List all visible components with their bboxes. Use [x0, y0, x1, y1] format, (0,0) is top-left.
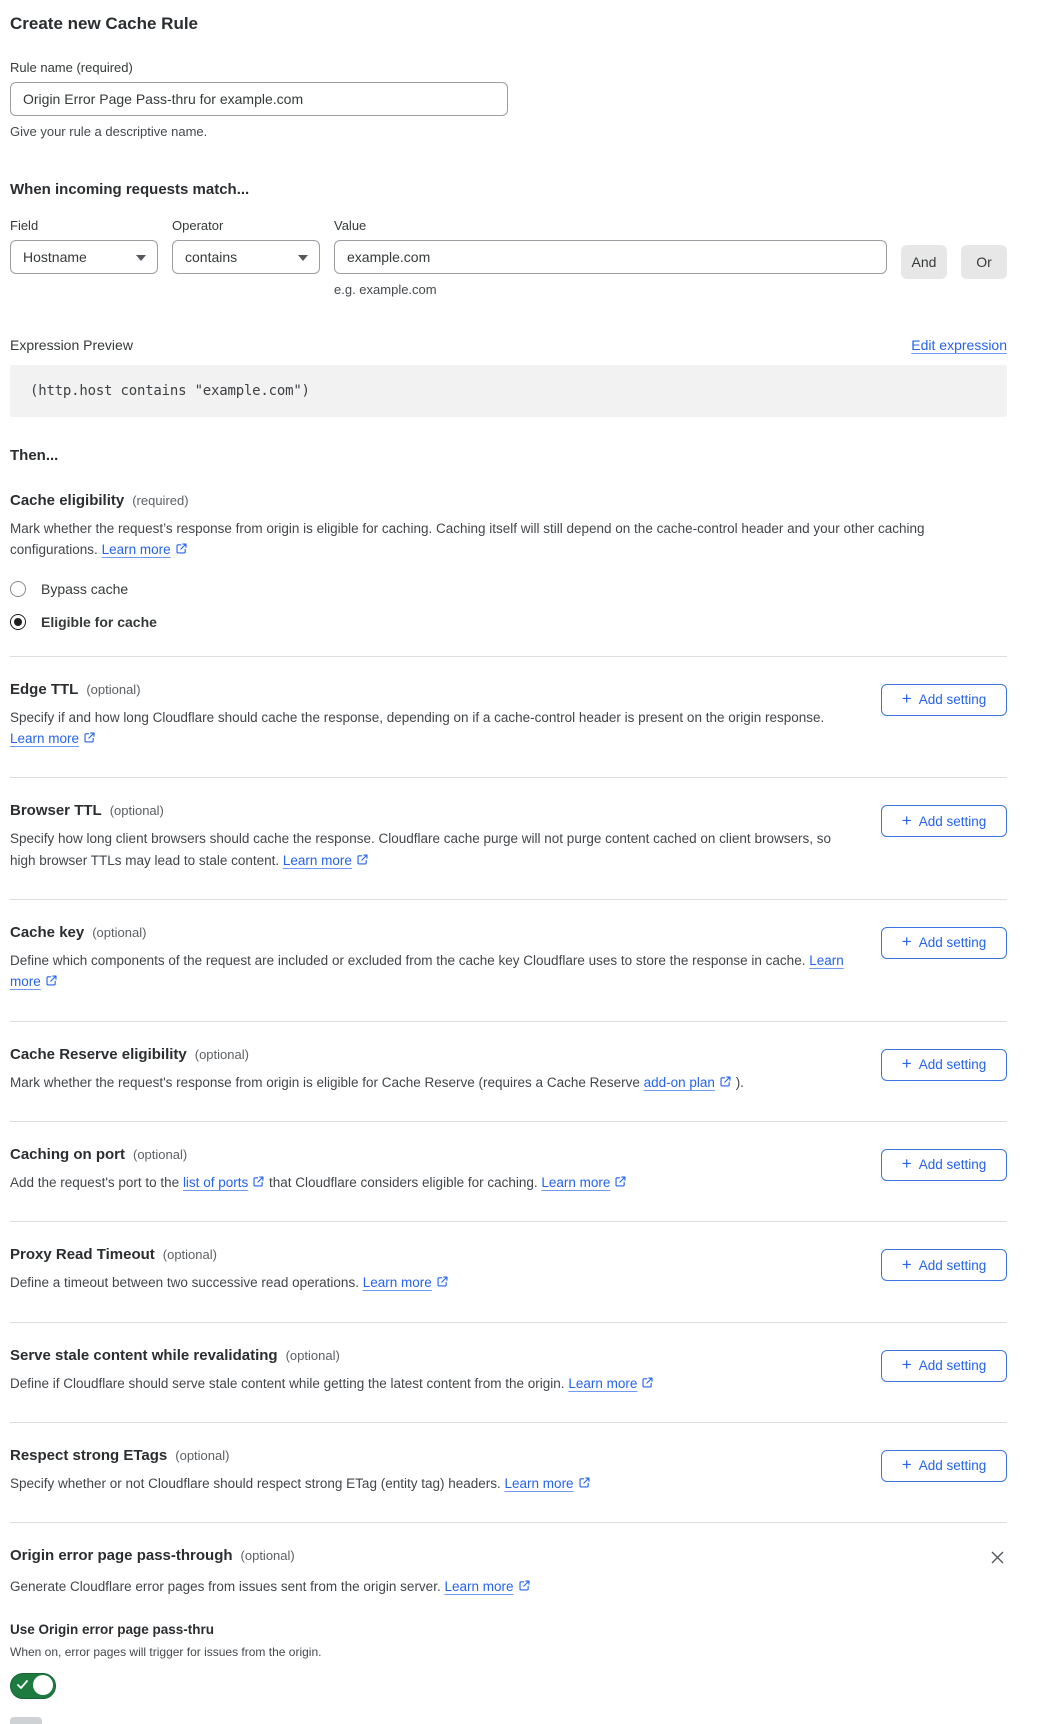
setting-description: Add the request's port to the list of ports that Cloudflare considers eligible for caching. Learn more	[10, 1172, 627, 1193]
learn-more-link[interactable]: Learn more	[541, 1175, 627, 1190]
optional-tag: (optional)	[240, 1548, 295, 1564]
learn-more-link[interactable]: Learn more	[444, 1579, 530, 1594]
add-setting-button-serve-stale-content-while-revalidating[interactable]: + Add setting	[881, 1350, 1007, 1382]
external-link-icon	[83, 731, 96, 744]
optional-tag: (optional)	[285, 1347, 340, 1363]
external-link-icon	[719, 1075, 732, 1088]
origin-toggle-description: When on, error pages will trigger for issues from the origin.	[10, 1644, 322, 1659]
learn-more-link[interactable]: Learn more	[568, 1376, 654, 1391]
optional-tag: (optional)	[162, 1247, 217, 1263]
setting-text	[10, 802, 845, 871]
field-label: Field	[10, 218, 39, 233]
cache-eligibility-title-row	[10, 492, 1007, 509]
field-select[interactable]	[10, 240, 158, 274]
external-link-icon	[614, 1175, 627, 1188]
edit-expression-link[interactable]: Edit expression	[911, 337, 1007, 353]
setting-title: Caching on port	[10, 1145, 125, 1163]
external-link-icon	[641, 1376, 654, 1389]
optional-tag: (optional)	[86, 681, 141, 697]
add-setting-button-caching-on-port[interactable]: + Add setting	[881, 1149, 1007, 1181]
cache-eligibility-title: Cache eligibility	[10, 492, 125, 509]
page-title: Create new Cache Rule	[10, 14, 199, 33]
setting-text	[10, 1246, 449, 1293]
rule-name-group	[10, 60, 1007, 139]
plus-icon: +	[901, 1254, 912, 1274]
rule-name-input[interactable]	[10, 82, 508, 116]
setting-title: Respect strong ETags	[10, 1446, 168, 1464]
match-condition-row	[10, 218, 1007, 297]
radio-icon-selected	[10, 614, 26, 630]
origin-error-page-section	[10, 1522, 1007, 1723]
required-tag: (required)	[132, 493, 189, 508]
setting-section-caching-on-port	[10, 1121, 1007, 1221]
value-group	[334, 218, 887, 297]
field-group	[10, 218, 158, 274]
setting-title: Cache key	[10, 923, 85, 941]
setting-section-edge-ttl	[10, 656, 1007, 778]
and-button[interactable]: And	[901, 245, 947, 279]
origin-section-title: Origin error page pass-through	[10, 1547, 233, 1565]
setting-title: Cache Reserve eligibility	[10, 1045, 187, 1063]
operator-select[interactable]	[172, 240, 320, 274]
then-heading: Then...	[10, 447, 59, 464]
or-button[interactable]: Or	[961, 245, 1007, 279]
setting-description: Define which components of the request are included or excluded from the cache key Cloudflare uses to store the response in cache. Learn more	[10, 952, 844, 990]
list-of-ports-link[interactable]: list of ports	[183, 1175, 265, 1190]
value-input[interactable]	[334, 240, 887, 274]
chevron-down-icon	[298, 255, 308, 261]
setting-description: Define if Cloudflare should serve stale content while getting the latest content from the origin. Learn more	[10, 1373, 654, 1394]
add-setting-button-respect-strong-etags[interactable]: + Add setting	[881, 1450, 1007, 1482]
setting-section-serve-stale-content-while-revalidating	[10, 1322, 1007, 1422]
external-link-icon	[518, 1579, 531, 1592]
rule-name-label: Rule name (required)	[10, 60, 133, 75]
origin-section-description: Generate Cloudflare error pages from issues sent from the origin server. Learn more	[10, 1576, 1007, 1597]
plus-icon: +	[901, 1355, 912, 1375]
setting-section-cache-key	[10, 899, 1007, 1021]
radio-label: Bypass cache	[41, 580, 129, 597]
learn-more-link[interactable]: Learn more	[505, 1476, 591, 1491]
add-setting-button-edge-ttl[interactable]: + Add setting	[881, 684, 1007, 716]
setting-title: Proxy Read Timeout	[10, 1246, 155, 1264]
check-icon	[17, 1680, 28, 1690]
expression-preview-row	[10, 337, 1007, 353]
setting-description: Specify whether or not Cloudflare should respect strong ETag (entity tag) headers. Learn more	[10, 1473, 591, 1494]
setting-title: Browser TTL	[10, 802, 102, 820]
radio-icon	[10, 581, 26, 597]
plus-icon: +	[901, 810, 912, 830]
radio-bypass-cache[interactable]	[10, 581, 1007, 597]
add-on-plan-link[interactable]: add-on plan	[644, 1075, 732, 1090]
plus-icon: +	[901, 689, 912, 709]
operator-select-value: contains	[185, 249, 238, 265]
rule-name-helper: Give your rule a descriptive name.	[10, 124, 208, 139]
setting-text	[10, 681, 845, 750]
cache-eligibility-options	[10, 581, 1007, 630]
field-select-value: Hostname	[23, 249, 87, 265]
learn-more-link[interactable]: Learn more	[363, 1275, 449, 1290]
expression-preview-label: Expression Preview	[10, 337, 133, 353]
setting-description: Define a timeout between two successive read operations. Learn more	[10, 1272, 449, 1293]
setting-text	[10, 1046, 744, 1093]
origin-pass-thru-toggle[interactable]	[10, 1673, 56, 1699]
external-link-icon	[45, 974, 58, 987]
optional-tag: (optional)	[92, 924, 147, 940]
external-link-icon	[356, 853, 369, 866]
optional-settings-list	[10, 656, 1007, 1523]
external-link-icon	[578, 1476, 591, 1489]
add-setting-button-proxy-read-timeout[interactable]: + Add setting	[881, 1249, 1007, 1281]
toggle-knob	[33, 1675, 53, 1695]
setting-text	[10, 1347, 654, 1394]
value-label: Value	[334, 218, 367, 233]
setting-section-browser-ttl	[10, 777, 1007, 899]
close-icon[interactable]	[988, 1548, 1007, 1567]
plus-icon: +	[901, 1054, 912, 1074]
add-setting-button-cache-key[interactable]: + Add setting	[881, 927, 1007, 959]
plus-icon: +	[901, 1455, 912, 1475]
setting-title: Edge TTL	[10, 680, 79, 698]
setting-description: Specify how long client browsers should cache the response. Cloudflare cache purge will not purge content cached on client browsers, so high browser TTLs may lead to stale content. Learn more	[10, 831, 831, 868]
setting-section-proxy-read-timeout	[10, 1221, 1007, 1321]
cutoff-element	[10, 1717, 42, 1724]
external-link-icon	[175, 542, 188, 555]
operator-label: Operator	[172, 218, 224, 233]
external-link-icon	[436, 1275, 449, 1288]
setting-text	[10, 1146, 627, 1193]
radio-eligible-for-cache[interactable]	[10, 614, 1007, 630]
setting-section-cache-reserve-eligibility	[10, 1021, 1007, 1121]
optional-tag: (optional)	[175, 1447, 230, 1463]
setting-text	[10, 924, 845, 993]
setting-description: Mark whether the request's response from origin is eligible for Cache Reserve (requires a Cache Reserve add-on plan ).	[10, 1074, 744, 1090]
learn-more-link[interactable]: Learn more	[10, 952, 844, 990]
expression-code: (http.host contains "example.com")	[10, 365, 1007, 417]
learn-more-link[interactable]: Learn more	[283, 853, 369, 868]
radio-label: Eligible for cache	[41, 613, 157, 630]
operator-group	[172, 218, 320, 274]
add-setting-button-browser-ttl[interactable]: + Add setting	[881, 805, 1007, 837]
setting-section-respect-strong-etags	[10, 1422, 1007, 1522]
setting-text	[10, 1447, 591, 1494]
optional-tag: (optional)	[194, 1046, 249, 1062]
setting-description: Specify if and how long Cloudflare should cache the response, depending on if a cache-control header is present on the origin response. Learn more	[10, 709, 825, 746]
learn-more-link[interactable]: Learn more	[10, 731, 96, 746]
add-setting-button-cache-reserve-eligibility[interactable]: + Add setting	[881, 1049, 1007, 1081]
origin-toggle-title: Use Origin error page pass-thru	[10, 1621, 215, 1637]
plus-icon: +	[901, 932, 912, 952]
chevron-down-icon	[136, 255, 146, 261]
value-helper: e.g. example.com	[334, 282, 437, 297]
learn-more-link[interactable]: Learn more	[102, 542, 188, 557]
setting-title: Serve stale content while revalidating	[10, 1346, 278, 1364]
cache-eligibility-description: Mark whether the request’s response from origin is eligible for caching. Caching itself will still depend on the cache-control header and your other caching configurations. Learn more	[10, 521, 925, 558]
plus-icon: +	[901, 1154, 912, 1174]
optional-tag: (optional)	[109, 803, 164, 819]
external-link-icon	[252, 1175, 265, 1188]
optional-tag: (optional)	[133, 1146, 188, 1162]
match-heading: When incoming requests match...	[10, 181, 250, 198]
